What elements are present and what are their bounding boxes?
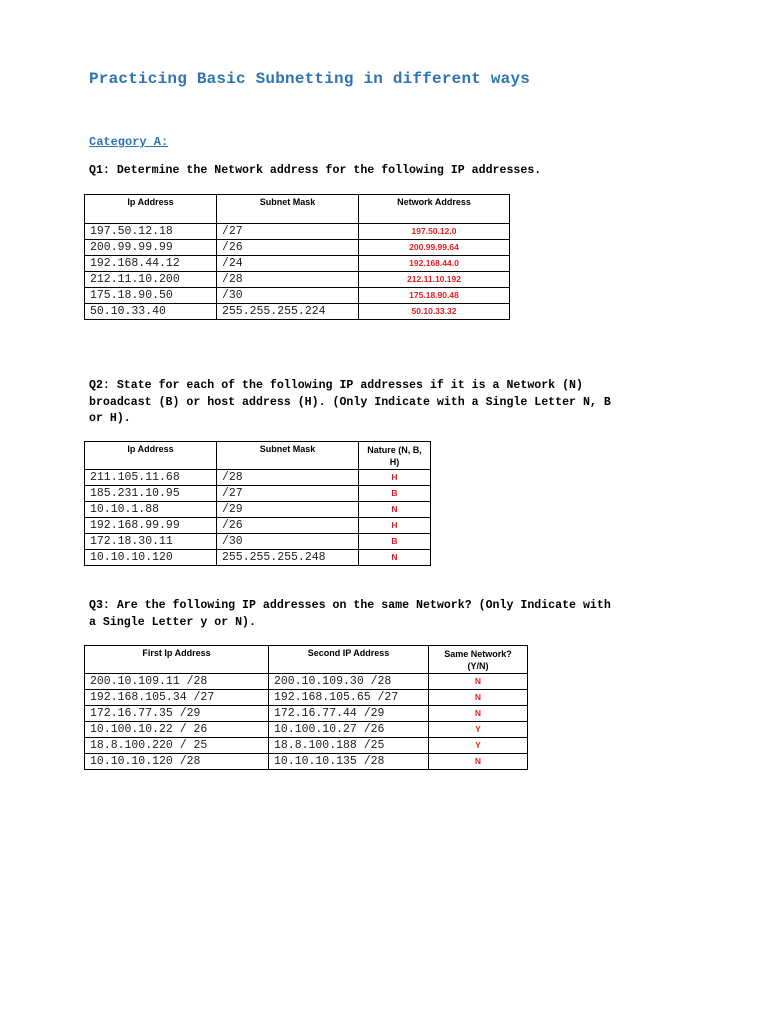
q1-question: Q1: Determine the Network address for the following IP addresses. [89, 164, 542, 177]
ip-address-cell: 192.168.99.99 [85, 518, 217, 534]
second-ip-cell: 172.16.77.44 /29 [269, 706, 429, 722]
ip-address-cell: 185.231.10.95 [85, 486, 217, 502]
page-title: Practicing Basic Subnetting in different ways [89, 70, 531, 88]
ip-address-cell: 172.18.30.11 [85, 534, 217, 550]
column-header: Subnet Mask [217, 442, 359, 470]
q2-question-line: Q2: State for each of the following IP addresses if it is a Network (N) [89, 379, 583, 392]
subnet-mask-cell: /26 [217, 518, 359, 534]
network-address-answer: 197.50.12.0 [359, 224, 510, 240]
table-row [85, 738, 528, 754]
column-header: Ip Address [85, 442, 217, 470]
subnet-mask-cell: /24 [217, 256, 359, 272]
table-row [85, 754, 528, 770]
table-row [85, 486, 431, 502]
subnet-mask-cell: /28 [217, 272, 359, 288]
network-address-answer: 175.18.90.48 [359, 288, 510, 304]
subnet-mask-cell: /26 [217, 240, 359, 256]
table-row [85, 256, 510, 272]
q3-header-row [85, 646, 528, 674]
second-ip-cell: 10.10.10.135 /28 [269, 754, 429, 770]
same-network-answer: N [429, 706, 528, 722]
second-ip-cell: 18.8.100.188 /25 [269, 738, 429, 754]
column-header: Network Address [359, 195, 510, 224]
subnet-mask-cell: /29 [217, 502, 359, 518]
first-ip-cell: 10.10.10.120 /28 [85, 754, 269, 770]
same-network-answer: N [429, 754, 528, 770]
q3-table [84, 645, 528, 770]
ip-address-cell: 211.105.11.68 [85, 470, 217, 486]
nature-answer: H [359, 470, 431, 486]
ip-address-cell: 10.10.10.120 [85, 550, 217, 566]
table-row [85, 240, 510, 256]
ip-address-cell: 175.18.90.50 [85, 288, 217, 304]
ip-address-cell: 50.10.33.40 [85, 304, 217, 320]
q3-question-line: Q3: Are the following IP addresses on the same Network? (Only Indicate with [89, 599, 611, 612]
table-row [85, 288, 510, 304]
first-ip-cell: 18.8.100.220 / 25 [85, 738, 269, 754]
same-network-answer: Y [429, 722, 528, 738]
network-address-answer: 192.168.44.0 [359, 256, 510, 272]
ip-address-cell: 192.168.44.12 [85, 256, 217, 272]
table-row [85, 518, 431, 534]
column-header: Nature (N, B, H) [359, 442, 431, 470]
table-row [85, 272, 510, 288]
category-heading: Category A: [89, 135, 169, 149]
column-header: Same Network? (Y/N) [429, 646, 528, 674]
q2-question-line: broadcast (B) or host address (H). (Only Indicate with a Single Letter N, B [89, 395, 611, 409]
table-row [85, 690, 528, 706]
network-address-answer: 50.10.33.32 [359, 304, 510, 320]
q1-table [84, 194, 510, 320]
nature-answer: H [359, 518, 431, 534]
column-header: Subnet Mask [217, 195, 359, 224]
ip-address-cell: 10.10.1.88 [85, 502, 217, 518]
table-row [85, 470, 431, 486]
subnet-mask-cell: 255.255.255.224 [217, 304, 359, 320]
subnet-mask-cell: 255.255.255.248 [217, 550, 359, 566]
table-row [85, 550, 431, 566]
table-row [85, 224, 510, 240]
subnet-mask-cell: /27 [217, 224, 359, 240]
first-ip-cell: 172.16.77.35 /29 [85, 706, 269, 722]
nature-answer: B [359, 534, 431, 550]
column-header: First Ip Address [85, 646, 269, 674]
subnet-mask-cell: /30 [217, 534, 359, 550]
ip-address-cell: 200.99.99.99 [85, 240, 217, 256]
second-ip-cell: 10.100.10.27 /26 [269, 722, 429, 738]
second-ip-cell: 200.10.109.30 /28 [269, 674, 429, 690]
ip-address-cell: 212.11.10.200 [85, 272, 217, 288]
subnet-mask-cell: /28 [217, 470, 359, 486]
table-row [85, 706, 528, 722]
subnet-mask-cell: /30 [217, 288, 359, 304]
table-row [85, 722, 528, 738]
table-row [85, 674, 528, 690]
subnet-mask-cell: /27 [217, 486, 359, 502]
nature-answer: N [359, 502, 431, 518]
nature-answer: B [359, 486, 431, 502]
table-row [85, 534, 431, 550]
same-network-answer: N [429, 690, 528, 706]
first-ip-cell: 192.168.105.34 /27 [85, 690, 269, 706]
ip-address-cell: 197.50.12.18 [85, 224, 217, 240]
column-header: Ip Address [85, 195, 217, 224]
network-address-answer: 212.11.10.192 [359, 272, 510, 288]
q2-question-line: or H). [89, 412, 131, 425]
q2-header-row [85, 442, 431, 470]
second-ip-cell: 192.168.105.65 /27 [269, 690, 429, 706]
network-address-answer: 200.99.99.64 [359, 240, 510, 256]
q2-question [89, 378, 611, 428]
nature-answer: N [359, 550, 431, 566]
table-row [85, 502, 431, 518]
q2-table [84, 441, 431, 566]
q1-header-row [85, 195, 510, 224]
same-network-answer: N [429, 674, 528, 690]
first-ip-cell: 10.100.10.22 / 26 [85, 722, 269, 738]
q3-question [89, 598, 611, 631]
q3-question-line: a Single Letter y or N). [89, 615, 256, 629]
table-row [85, 304, 510, 320]
same-network-answer: Y [429, 738, 528, 754]
column-header: Second IP Address [269, 646, 429, 674]
first-ip-cell: 200.10.109.11 /28 [85, 674, 269, 690]
